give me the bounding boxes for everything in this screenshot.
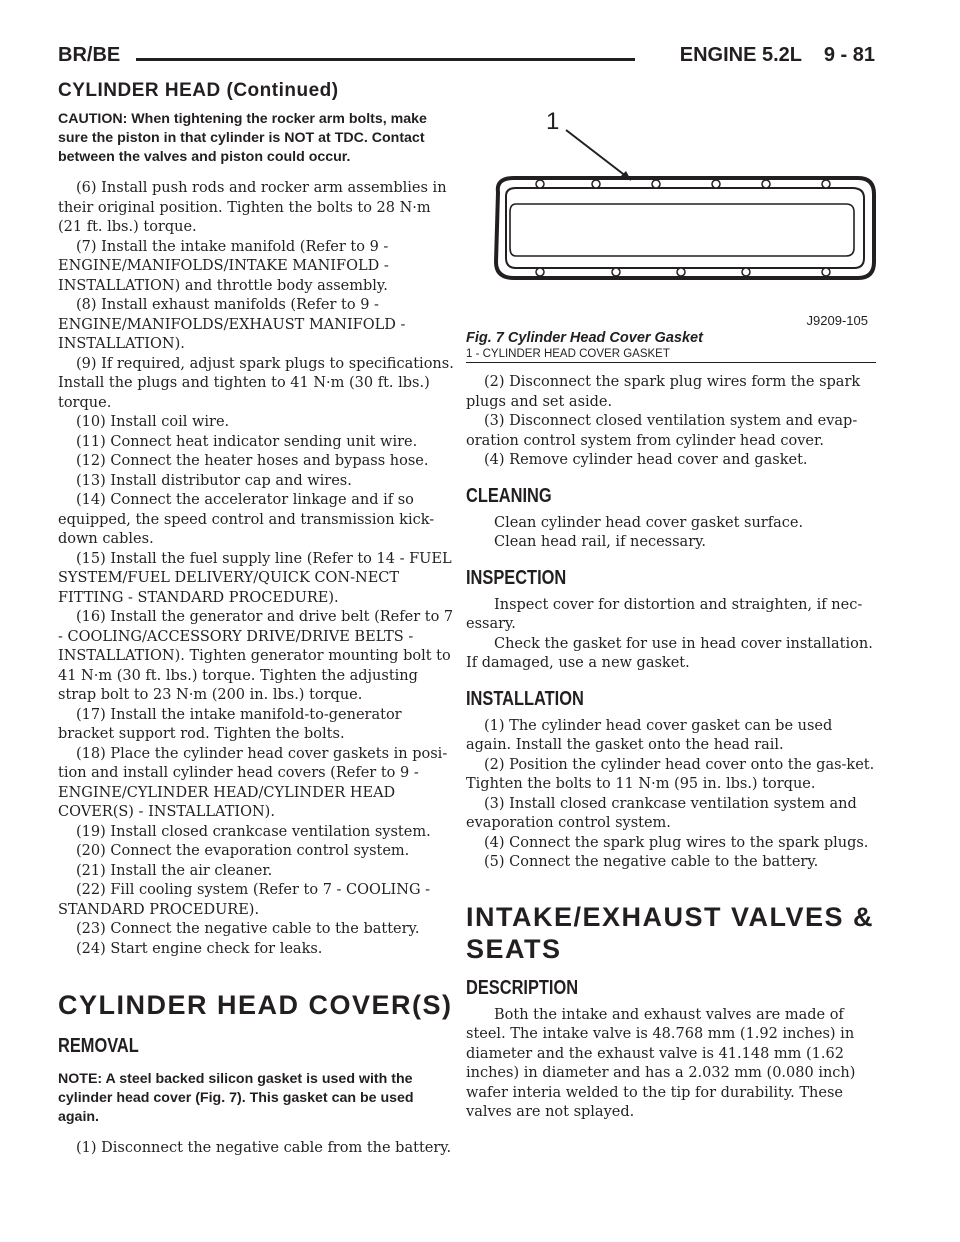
step-13: (13) Install distributor cap and wires. [76,472,352,489]
step-10: (10) Install coil wire. [76,414,230,430]
caution-text: CAUTION: When tightening the rocker arm bolts, make sure the piston in that cylinder is NOT at TDC. Contact between the valves and piston could occur. [58,111,427,165]
header-model: BR/BE [58,44,121,66]
step-7: (7) Install the intake manifold (Refer to 9 - ENGINE/MANIFOLDS/INTAKE MANIFOLD - INSTALLATION) and throttle body assembly. [58,238,389,294]
gasket-illustration [466,110,876,310]
step-6: (6) Install push rods and rocker arm assemblies in their original position. Tighten the bolts to 28 N·m (21 ft. lbs.) torque. [58,180,447,235]
step-22: (22) Fill cooling system (Refer to 7 - COOLING - STANDARD PROCEDURE). [58,882,431,918]
figure-callout: 1 [546,108,560,135]
installation-step-1: (1) The cylinder head cover gasket can be used again. Install the gasket onto the head rail. [466,717,833,753]
installation-step-5: (5) Connect the negative cable to the battery. [484,854,819,870]
step-15: (15) Install the fuel supply line (Refer to 14 - FUEL SYSTEM/FUEL DELIVERY/QUICK CON-NECT FITTING - STANDARD PROCEDURE). [58,550,452,606]
left-column [58,110,454,1159]
step-16: (16) Install the generator and drive belt (Refer to 7 - COOLING/ACCESSORY DRIVE/DRIVE BELTS - INSTALLATION). Tighten generator mounting bolt to 41 N·m (30 ft. lbs.) torque. Tighten the adjusting strap bolt to 23 N·m (200 in. lbs.) torque. [58,609,454,703]
cleaning-text-1: Clean cylinder head cover gasket surface. [494,514,804,531]
removal-step-1: (1) Disconnect the negative cable from the battery. [76,1140,452,1156]
figure-id: J9209-105 [806,313,868,328]
installation-step-3: (3) Install closed crankcase ventilation system and evaporation control system. [466,795,857,831]
step-23: (23) Connect the negative cable to the battery. [76,921,420,937]
step-18: (18) Place the cylinder head cover gaskets in posi-tion and install cylinder head covers (Refer to 9 - ENGINE/CYLINDER HEAD/CYLINDER HEAD COVER(S) - INSTALLATION). [58,745,448,820]
header-section-page: ENGINE 5.2L 9 - 81 [679,44,875,66]
step-11: (11) Connect heat indicator sending unit wire. [76,433,418,450]
right-column [466,110,876,1123]
installation-heading: INSTALLATION [466,687,584,710]
inspection-heading: INSPECTION [466,566,567,589]
valves-seats-title: INTAKE/EXHAUST VALVES & SEATS [466,901,875,964]
note-text: NOTE: A steel backed silicon gasket is used with the cylinder head cover (Fig. 7). This gasket can be used again. [58,1071,414,1125]
inspection-text-1: Inspect cover for distortion and straighten, if nec-essary. [466,596,863,632]
step-9: (9) If required, adjust spark plugs to specifications. Install the plugs and tighten to 41 N·m (30 ft. lbs.) torque. [58,355,454,411]
description-heading: DESCRIPTION [466,976,579,999]
installation-step-4: (4) Connect the spark plug wires to the spark plugs. [484,834,869,851]
removal-step-2: (2) Disconnect the spark plug wires form the spark plugs and set aside. [466,374,861,410]
removal-heading: REMOVAL [58,1035,139,1057]
cylinder-head-cover-title: CYLINDER HEAD COVER(S) [58,990,453,1020]
step-14: (14) Connect the accelerator linkage and if so equipped, the speed control and transmission kick-down cables. [58,492,435,547]
cleaning-text-2: Clean head rail, if necessary. [494,534,706,550]
step-21: (21) Install the air cleaner. [76,862,273,879]
header-rule [136,58,635,61]
cleaning-heading: CLEANING [466,484,552,507]
page-header [58,44,875,74]
step-20: (20) Connect the evaporation control system. [76,843,410,859]
description-text: Both the intake and exhaust valves are made of steel. The intake valve is 48.768 mm (1.92 inches) in diameter and the exhaust valve is 41.148 mm (1.62 inches) in diameter and has a 2.032 mm (0.080 inch) wafer interia welded to the tip for durability. These valves are not splayed. [466,1006,856,1120]
inspection-text-2: Check the gasket for use in head cover installation. If damaged, use a new gasket. [466,635,873,671]
step-12: (12) Connect the heater hoses and bypass hose. [76,453,429,469]
figure-caption: Fig. 7 Cylinder Head Cover Gasket [466,330,703,346]
step-17: (17) Install the intake manifold-to-generator bracket support rod. Tighten the bolts. [58,706,402,742]
section-continued-title: CYLINDER HEAD (Continued) [58,80,339,101]
removal-step-3: (3) Disconnect closed ventilation system and evap-oration control system from cylinder head cover. [466,413,858,449]
figure-legend: 1 - CYLINDER HEAD COVER GASKET [466,348,876,363]
step-8: (8) Install exhaust manifolds (Refer to 9 - ENGINE/MANIFOLDS/EXHAUST MANIFOLD - INSTALLATION). [58,297,406,352]
step-24: (24) Start engine check for leaks. [76,940,323,957]
figure-gasket [466,110,876,330]
step-19: (19) Install closed crankcase ventilation system. [76,823,431,840]
installation-step-2: (2) Position the cylinder head cover onto the gas-ket. Tighten the bolts to 11 N·m (95 in. lbs.) torque. [466,756,875,792]
removal-step-4: (4) Remove cylinder head cover and gasket. [484,452,808,468]
